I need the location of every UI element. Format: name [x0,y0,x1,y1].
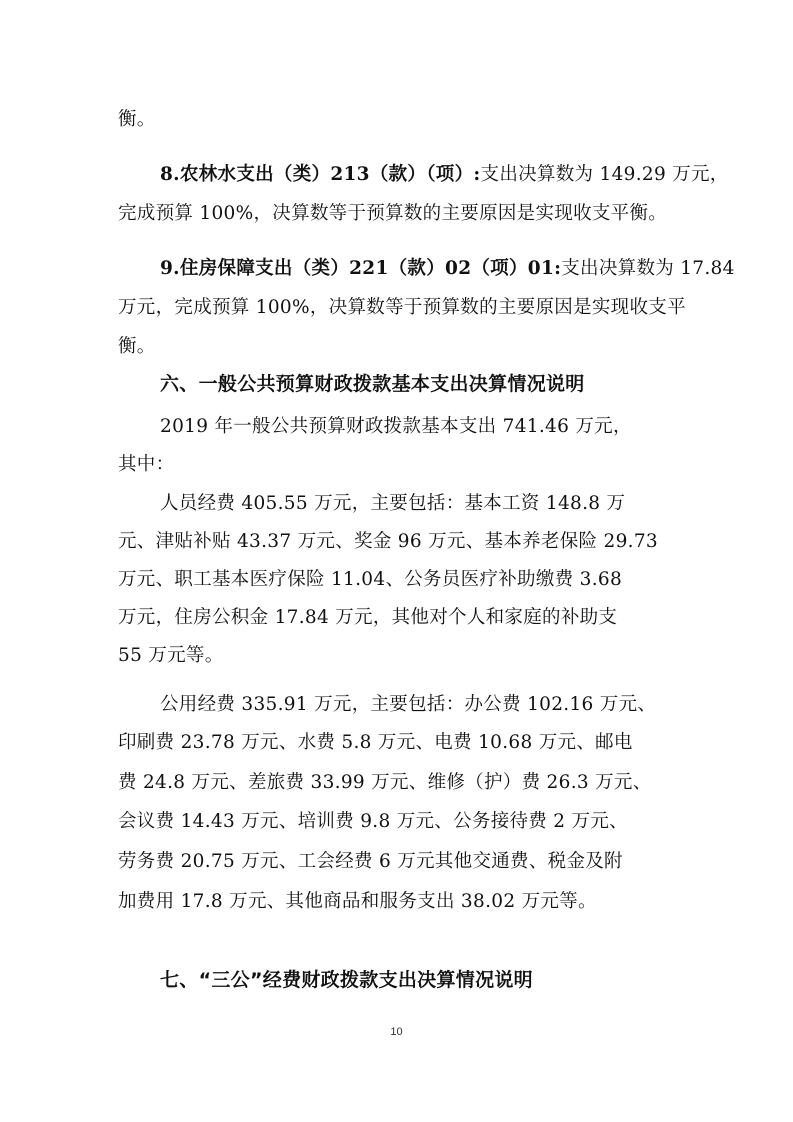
personnel-line-3: 万元、职工基本医疗保险 11.04、公务员医疗补助缴费 3.68 [118,569,623,590]
item-8-label: 8.农林水支出（类）213（款）（项）: [160,164,481,185]
public-line-1: 公用经费 335.91 万元，主要包括：办公费 102.16 万元、 [160,694,657,715]
item-9-line-1 [160,257,735,281]
personnel-line-2: 元、津贴补贴 43.37 万元、奖金 96 万元、基本养老保险 29.73 [118,531,658,552]
intro-line-2: 其中： [118,454,175,475]
item-8-text: 支出决算数为 149.29 万元， [480,164,729,185]
section-6-heading: 六、一般公共预算财政拨款基本支出决算情况说明 [160,373,585,395]
personnel-line-4: 万元，住房公积金 17.84 万元，其他对个人和家庭的补助支 [118,607,618,628]
item-9-line-3: 衡。 [118,336,156,357]
item-8-line-2: 完成预算 100%，决算数等于预算数的主要原因是实现收支平衡。 [118,203,668,224]
page-number: 10 [390,1026,403,1038]
intro-line-1: 2019 年一般公共预算财政拨款基本支出 741.46 万元， [160,416,632,437]
item-8-line-1 [160,163,729,187]
item-9-label: 9.住房保障支出（类）221（款）02（项）01: [160,258,562,279]
personnel-line-1: 人员经费 405.55 万元，主要包括：基本工资 148.8 万 [160,493,626,514]
public-line-3: 费 24.8 万元、差旅费 33.99 万元、维修（护）费 26.3 万元、 [118,772,652,793]
section-7-heading: 七、“三公”经费财政拨款支出决算情况说明 [160,969,533,991]
public-line-2: 印刷费 23.78 万元、水费 5.8 万元、电费 10.68 万元、邮电 [118,732,633,753]
item-9-text: 支出决算数为 17.84 [561,258,735,279]
public-line-6: 加费用 17.8 万元、其他商品和服务支出 38.02 万元等。 [118,891,597,912]
item-9-line-2: 万元，完成预算 100%，决算数等于预算数的主要原因是实现收支平 [118,297,686,318]
paragraph-continuation: 衡。 [118,109,156,130]
public-line-5: 劳务费 20.75 万元、工会经费 6 万元其他交通费、税金及附 [118,851,623,872]
public-line-4: 会议费 14.43 万元、培训费 9.8 万元、公务接待费 2 万元、 [118,811,628,832]
personnel-line-5: 55 万元等。 [118,645,224,666]
